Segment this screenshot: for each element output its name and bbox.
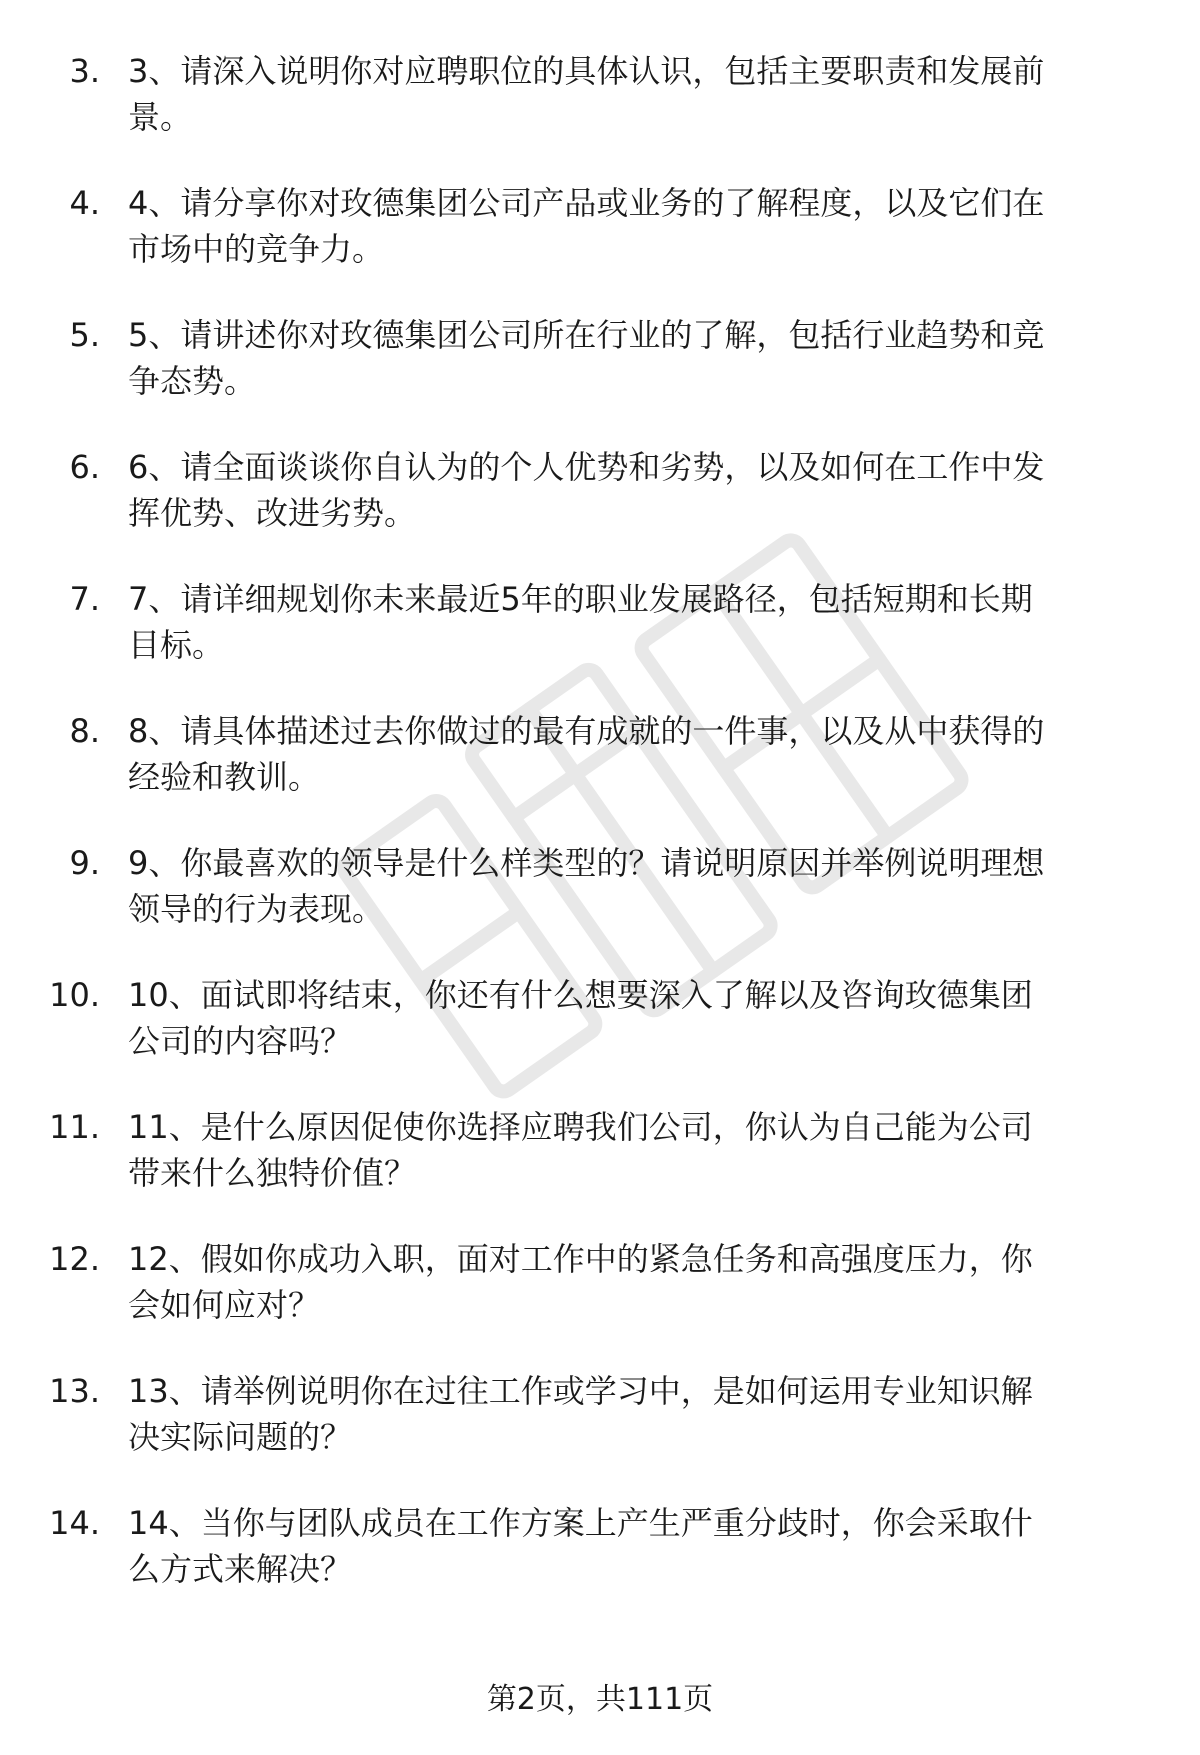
list-item-text: 3、请深入说明你对应聘职位的具体认识，包括主要职责和发展前景。 [128,52,1045,136]
list-item [0,1500,1200,1592]
list-item-number: 4. [69,184,100,222]
list-item-number: 6. [69,448,100,486]
list-item-text: 4、请分享你对玫德集团公司产品或业务的了解程度，以及它们在市场中的竞争力。 [128,184,1045,268]
list-item-number: 11. [49,1108,100,1146]
list-item-number: 10. [49,976,100,1014]
list-item [0,576,1200,668]
list-item [0,444,1200,536]
list-item-text: 14、当你与团队成员在工作方案上产生严重分歧时，你会采取什么方式来解决？ [128,1504,1033,1588]
list-item-text: 9、你最喜欢的领导是什么样类型的？请说明原因并举例说明理想领导的行为表现。 [128,844,1045,928]
list-item-number: 13. [49,1372,100,1410]
list-item [0,48,1200,140]
list-item [0,1104,1200,1196]
page-number-footer: 第2页，共111页 [486,1682,714,1717]
interview-question-list [0,48,1200,1632]
list-item-number: 12. [49,1240,100,1278]
list-item-text: 10、面试即将结束，你还有什么想要深入了解以及咨询玫德集团公司的内容吗？ [128,976,1033,1060]
list-item-text: 13、请举例说明你在过往工作或学习中，是如何运用专业知识解决实际问题的？ [128,1372,1033,1456]
list-item-text: 6、请全面谈谈你自认为的个人优势和劣势，以及如何在工作中发挥优势、改进劣势。 [128,448,1045,532]
list-item [0,708,1200,800]
list-item [0,180,1200,272]
list-item [0,840,1200,932]
list-item-number: 14. [49,1504,100,1542]
list-item-number: 9. [69,844,100,882]
list-item-text: 8、请具体描述过去你做过的最有成就的一件事，以及从中获得的经验和教训。 [128,712,1045,796]
list-item-text: 7、请详细规划你未来最近5年的职业发展路径，包括短期和长期目标。 [128,580,1033,664]
list-item [0,312,1200,404]
list-item-text: 5、请讲述你对玫德集团公司所在行业的了解，包括行业趋势和竞争态势。 [128,316,1045,400]
list-item [0,1236,1200,1328]
list-item-number: 5. [69,316,100,354]
list-item-number: 8. [69,712,100,750]
list-item [0,972,1200,1064]
list-item-text: 12、假如你成功入职，面对工作中的紧急任务和高强度压力，你会如何应对？ [128,1240,1033,1324]
list-item [0,1368,1200,1460]
list-item-text: 11、是什么原因促使你选择应聘我们公司，你认为自己能为公司带来什么独特价值？ [128,1108,1033,1192]
list-item-number: 7. [69,580,100,618]
list-item-number: 3. [69,52,100,90]
